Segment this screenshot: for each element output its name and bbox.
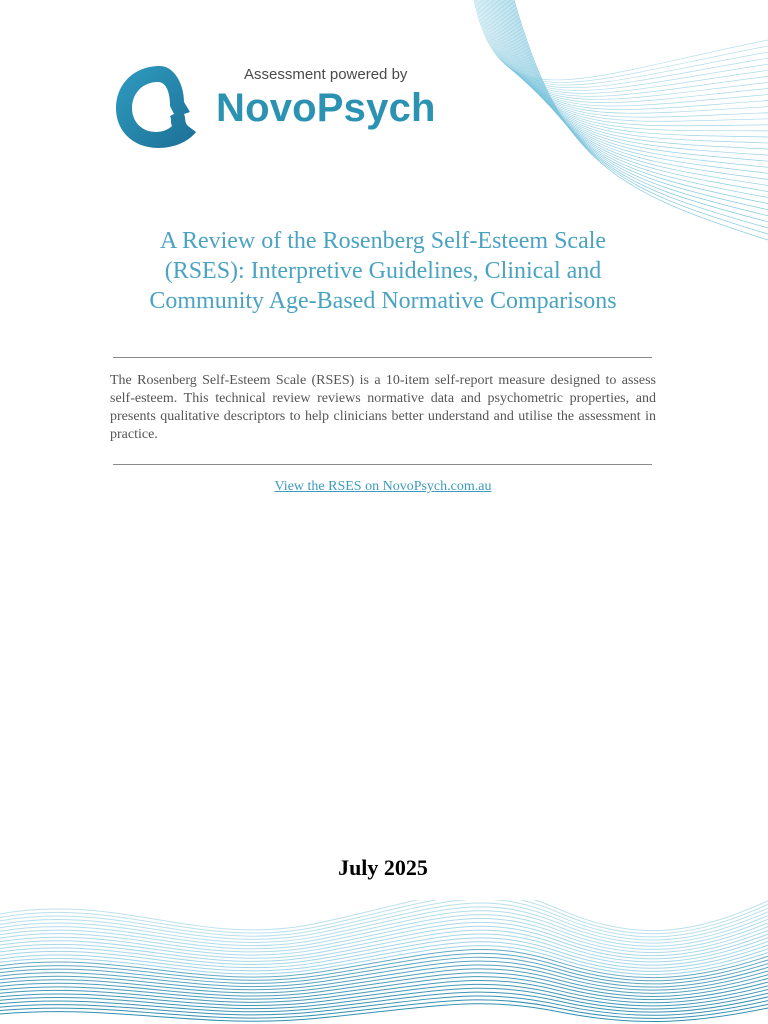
decorative-wave-bottom [0,900,768,1024]
title-line-1: A Review of the Rosenberg Self-Esteem Scale [159,228,607,254]
wave-line [489,0,768,117]
publication-date: July 2025 [338,855,428,880]
wave-line [510,0,768,222]
wave-line [495,0,768,143]
wave-line [493,0,768,137]
title-line-2: (RSES): Interpretive Guidelines, Clinical and [164,258,602,284]
link-container [0,479,766,495]
divider-top [113,357,652,358]
wave-line [0,946,768,975]
divider-bottom [113,464,652,465]
view-rses-link[interactable]: View the RSES on NovoPsych.com.au [274,479,492,494]
logo-brand-name: NovoPsych [216,86,436,130]
wave-line [512,0,768,228]
document-title [100,226,666,316]
abstract-text: The Rosenberg Self-Esteem Scale (RSES) is a 10-item self-report measure designed to assess self-esteem. This technical review reviews normative data and psychometric properties, and presents qualitative descriptors to help clinicians better understand and utilise the assessment in practice. [110,373,656,442]
decorative-wave-top [430,0,768,260]
logo-tagline: Assessment powered by [244,66,408,83]
wave-line [487,0,768,113]
novopsych-logo [112,62,472,154]
wave-line [508,0,768,210]
title-line-3: Community Age-Based Normative Comparisons [149,288,617,314]
head-profile-icon [112,62,208,150]
